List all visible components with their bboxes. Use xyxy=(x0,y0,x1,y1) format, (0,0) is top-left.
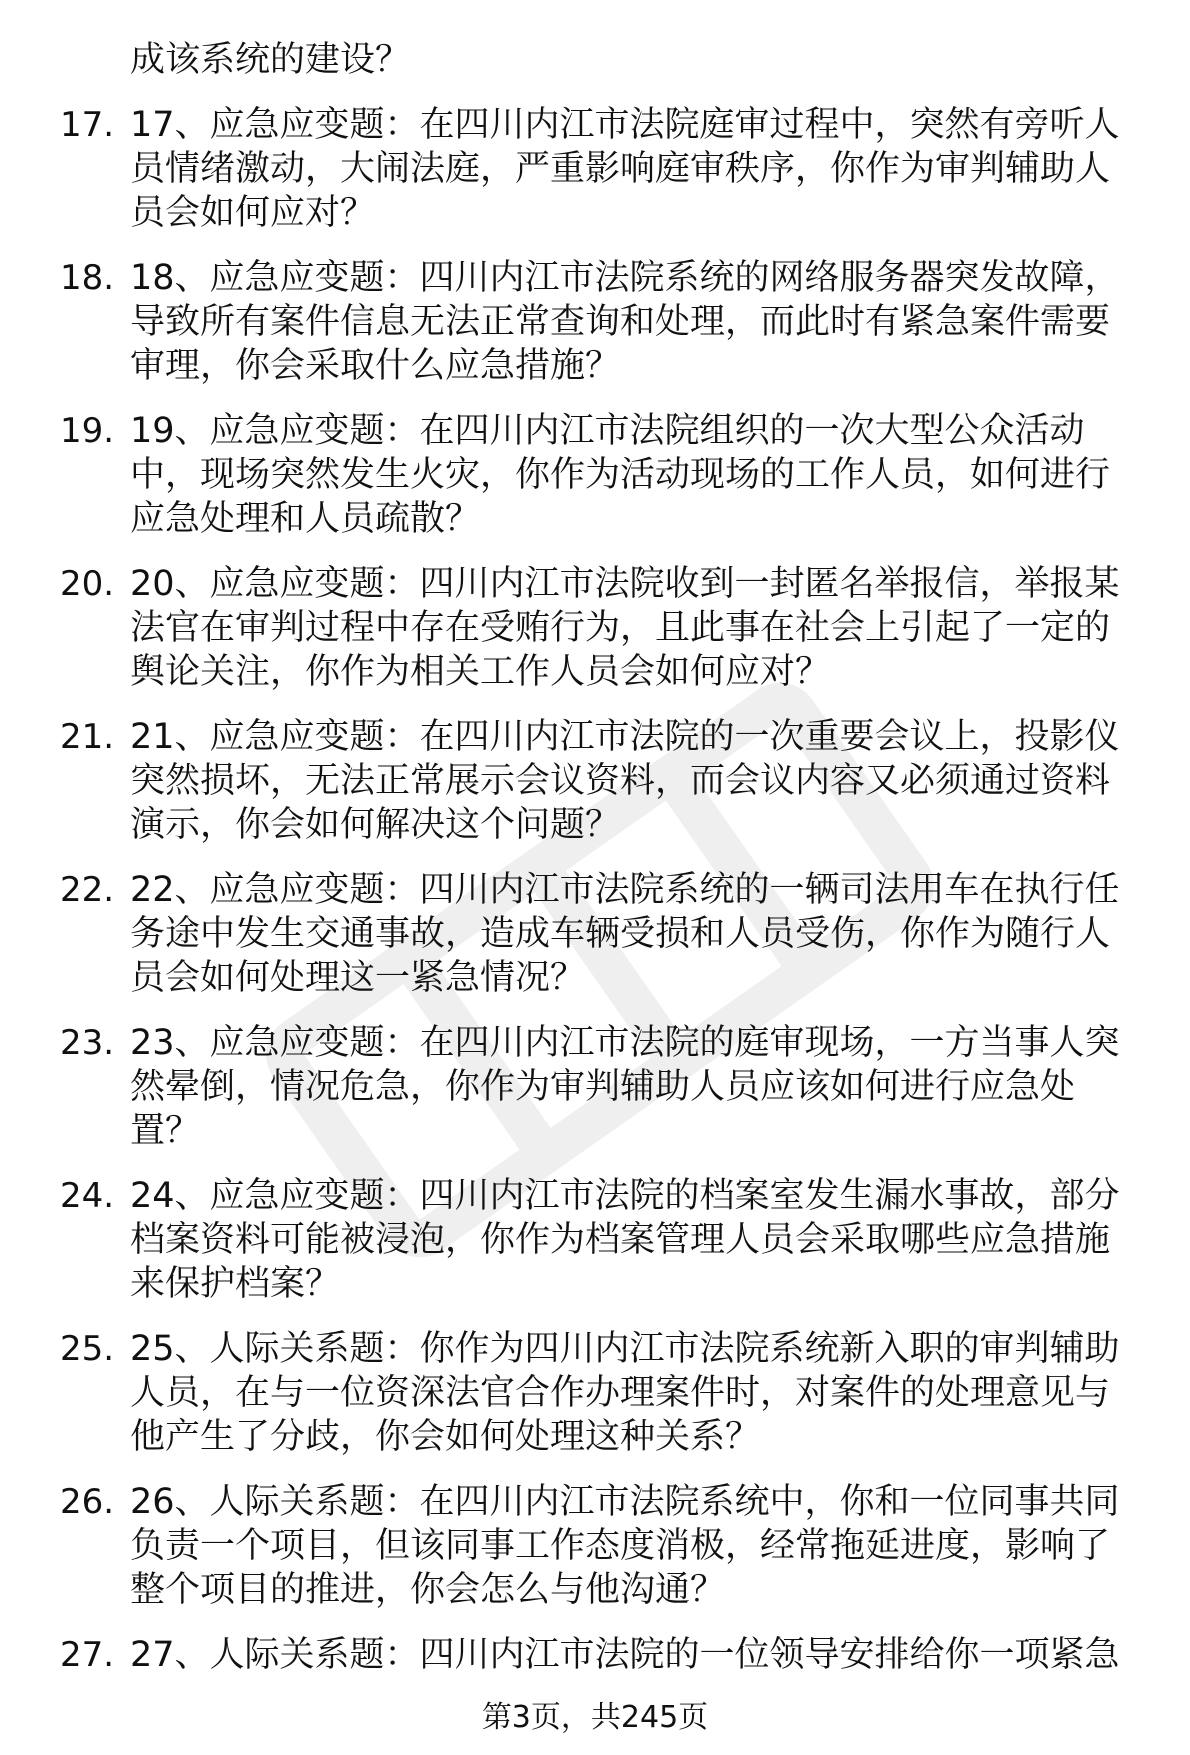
question-text-line: 负责一个项目，但该同事工作态度消极，经常拖延进度，影响了 xyxy=(130,1526,1111,1566)
question-number: 21. xyxy=(60,717,115,757)
question-text-line: 整个项目的推进，你会怎么与他沟通？ xyxy=(130,1570,726,1610)
question-number: 26. xyxy=(60,1482,115,1522)
question-text-line: 员会如何应对？ xyxy=(130,193,376,233)
question-item xyxy=(60,562,1150,694)
question-number: 19. xyxy=(60,411,115,451)
question-number: 24. xyxy=(60,1176,115,1216)
question-text-line: 24、应急应变题：四川内江市法院的档案室发生漏水事故，部分 xyxy=(130,1176,1120,1216)
question-item xyxy=(60,1174,1150,1306)
question-text-line: 中，现场突然发生火灾，你作为活动现场的工作人员，如何进行 xyxy=(130,455,1111,495)
question-text-line: 审理，你会采取什么应急措施？ xyxy=(130,346,621,386)
question-item xyxy=(60,256,1150,388)
page-footer: 第3页，共245页 xyxy=(481,1700,709,1735)
question-item xyxy=(60,1021,1150,1153)
question-text-line: 人员，在与一位资深法官合作办理案件时，对案件的处理意见与 xyxy=(130,1373,1111,1413)
question-number: 18. xyxy=(60,258,115,298)
question-text-line: 演示，你会如何解决这个问题？ xyxy=(130,805,621,845)
question-text-line: 来保护档案？ xyxy=(130,1264,341,1304)
question-item xyxy=(60,1480,1150,1612)
question-text-line: 法官在审判过程中存在受贿行为，且此事在社会上引起了一定的 xyxy=(130,608,1111,648)
question-list xyxy=(60,103,1150,1677)
question-text-line: 18、应急应变题：四川内江市法院系统的网络服务器突发故障， xyxy=(130,258,1120,298)
question-text-line: 应急处理和人员疏散？ xyxy=(130,499,481,539)
question-text-line: 17、应急应变题：在四川内江市法院庭审过程中，突然有旁听人 xyxy=(130,105,1120,145)
question-text-line: 导致所有案件信息无法正常查询和处理，而此时有紧急案件需要 xyxy=(130,302,1111,342)
question-text-line: 19、应急应变题：在四川内江市法院组织的一次大型公众活动 xyxy=(130,411,1085,451)
question-number: 25. xyxy=(60,1329,115,1369)
question-item xyxy=(60,1327,1150,1459)
question-text-line: 然晕倒，情况危急，你作为审判辅助人员应该如何进行应急处 xyxy=(130,1067,1076,1107)
question-number: 23. xyxy=(60,1023,115,1063)
question-number: 17. xyxy=(60,105,115,145)
question-text-line: 22、应急应变题：四川内江市法院系统的一辆司法用车在执行任 xyxy=(130,870,1120,910)
question-text-line: 26、人际关系题：在四川内江市法院系统中，你和一位同事共同 xyxy=(130,1482,1120,1522)
questions-content xyxy=(60,38,1150,1677)
question-text-line: 档案资料可能被浸泡，你作为档案管理人员会采取哪些应急措施 xyxy=(130,1220,1111,1260)
question-text-line: 20、应急应变题：四川内江市法院收到一封匿名举报信，举报某 xyxy=(130,564,1120,604)
question-number: 22. xyxy=(60,870,115,910)
question-text-line: 员会如何处理这一紧急情况？ xyxy=(130,958,586,998)
question-text-line: 27、人际关系题：四川内江市法院的一位领导安排给你一项紧急 xyxy=(130,1635,1120,1675)
question-text-line: 23、应急应变题：在四川内江市法院的庭审现场，一方当事人突 xyxy=(130,1023,1120,1063)
question-item xyxy=(60,103,1150,235)
question-item xyxy=(60,715,1150,847)
question-text-line: 舆论关注，你作为相关工作人员会如何应对？ xyxy=(130,652,831,692)
question-text-line: 置？ xyxy=(130,1111,201,1151)
continuation-text: 成该系统的建设？ xyxy=(130,40,411,80)
question-text-line: 员情绪激动，大闹法庭，严重影响庭审秩序，你作为审判辅助人 xyxy=(130,149,1111,189)
question-text-line: 21、应急应变题：在四川内江市法院的一次重要会议上，投影仪 xyxy=(130,717,1120,757)
question-text-line: 25、人际关系题：你作为四川内江市法院系统新入职的审判辅助 xyxy=(130,1329,1120,1369)
question-item xyxy=(60,868,1150,1000)
question-item xyxy=(60,1633,1150,1677)
question-number: 20. xyxy=(60,564,115,604)
question-text-line: 他产生了分歧，你会如何处理这种关系？ xyxy=(130,1417,761,1457)
question-text-line: 务途中发生交通事故，造成车辆受损和人员受伤，你作为随行人 xyxy=(130,914,1111,954)
question-item xyxy=(60,409,1150,541)
question-text-line: 突然损坏，无法正常展示会议资料，而会议内容又必须通过资料 xyxy=(130,761,1111,801)
question-number: 27. xyxy=(60,1635,115,1675)
